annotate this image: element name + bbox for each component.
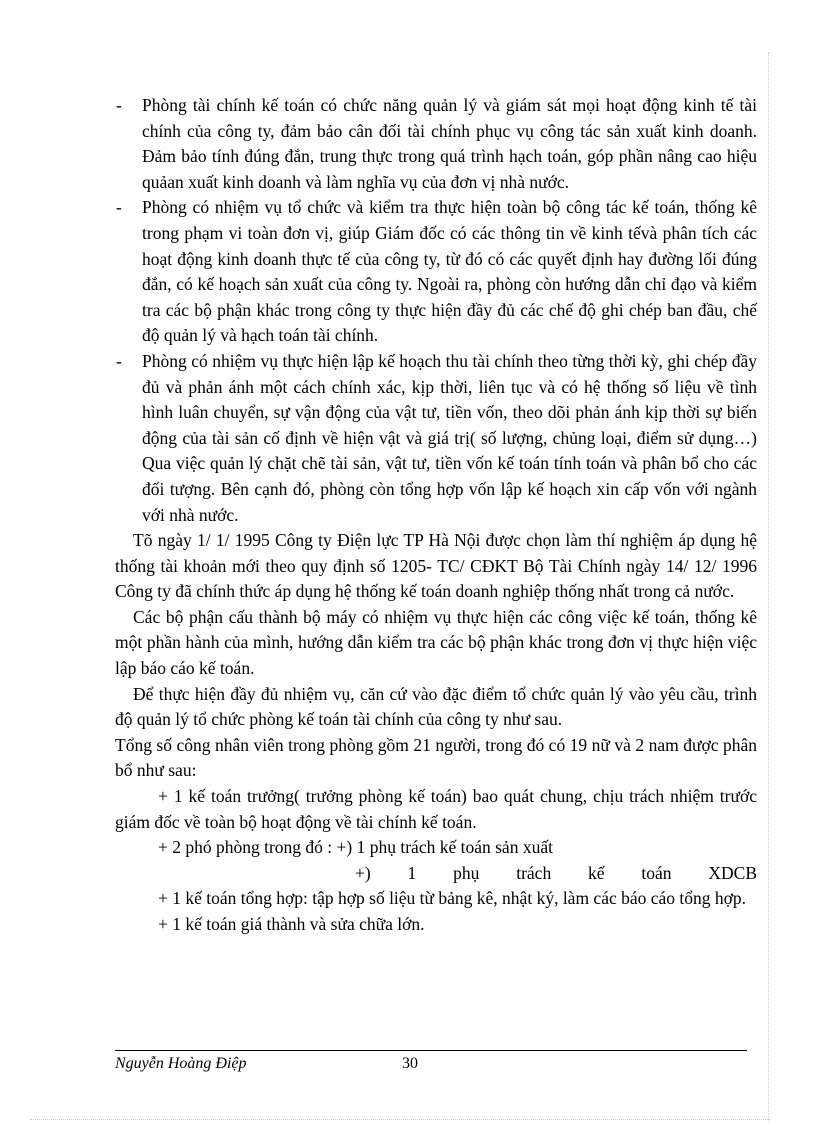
bullet-marker: -: [116, 197, 122, 218]
paragraph-tasks: Để thực hiện đầy đủ nhiệm vụ, căn cứ vào đặc điểm tổ chức quản lý vào yêu cầu, trình độ quản lý tổ chức phòng kế toán tài chính của công ty như sau.: [115, 683, 757, 730]
page-number: 30: [402, 1055, 418, 1072]
bullet-text: Phòng tài chính kế toán có chức năng quản lý và giám sát mọi hoạt động kinh tế tài chính của công ty, đảm bảo cân đối tài chính phục vụ công tác sản xuất kinh doanh. Đảm bảo tính đúng đắn, trung thực trong quá trình hạch toán, góp phần nâng cao hiệu quảan xuất kinh doanh và làm nghĩa vụ của đơn vị nhà nước.: [142, 95, 757, 192]
paragraph-structure: Các bộ phận cấu thành bộ máy có nhiệm vụ thực hiện các công việc kế toán, thống kê một phần hành của mình, hướng dẫn kiểm tra các bộ phận khác trong đơn vị thực hiện việc lập báo cáo kế toán.: [115, 606, 757, 679]
staff-item-deputies-second: +) 1 phụ trách kế toán XDCB: [355, 862, 757, 883]
staff-item-chief-accountant: + 1 kế toán trưởng( trưởng phòng kế toán) bao quát chung, chịu trách nhiệm trước giám đốc về toàn bộ hoạt động về tài chính kế toán.: [115, 786, 757, 832]
bullet-item-1: [115, 93, 757, 195]
staff-item-deputies: + 2 phó phòng trong đó : +) 1 phụ trách kế toán sản xuất: [158, 837, 553, 858]
bullet-marker: -: [116, 95, 122, 115]
body-content: [115, 93, 757, 938]
bullet-marker: -: [116, 350, 122, 371]
page-border-bottom: [30, 1119, 770, 1120]
bullet-item-3: [115, 349, 757, 528]
bullet-text: Phòng có nhiệm vụ thực hiện lập kế hoạch thu tài chính theo từng thời kỳ, ghi chép đầy đủ và phản ánh một cách chính xác, kịp thời, liên tục và có hệ thống số liệu về tình hình luân chuyển, sự vận động của vật tư, tiền vốn, theo dõi phản ánh kịp thời sự biến động của tài sản cố định về hiện vật và giá trị( số lượng, chủng loại, điểm sử dụng…) Qua việc quản lý chặt chẽ tài sản, vật tư, tiền vốn kế toán tính toán và phân bổ cho các đối tượng. Bên cạnh đó, phòng còn tổng hợp vốn lập kế hoạch xin cấp vốn với ngành với nhà nước.: [142, 350, 757, 525]
bullet-text: Phòng có nhiệm vụ tổ chức và kiểm tra thực hiện toàn bộ công tác kế toán, thống kê trong phạm vi toàn đơn vị, giúp Giám đốc có các thông tin về kinh tếvà phân tích các hoạt động kinh doanh thực tế của công ty, từ đó có các quyết định hay đường lối đúng đắn, có kế hoạch sản xuất của công ty. Ngoài ra, phòng còn hướng dẫn chỉ đạo và kiểm tra các bộ phận khác trong công ty thực hiện đầy đủ các chế độ ghi chép ban đầu, chế độ quản lý và hạch toán tài chính.: [142, 197, 757, 346]
paragraph-adoption: Tõ ngày 1/ 1/ 1995 Công ty Điện lực TP Hà Nội được chọn làm thí nghiệm áp dụng hệ thống tài khoản mới theo quy định số 1205- TC/ CĐKT Bộ Tài Chính ngày 14/ 12/ 1996 Công ty đã chính thức áp dụng hệ thống kế toán doanh nghiệp thống nhất trong cả nước.: [115, 530, 757, 602]
page-border-right: [768, 52, 769, 1122]
paragraph-staff-count: Tổng số công nhân viên trong phòng gồm 21 người, trong đó có 19 nữ và 2 nam được phân bổ như sau:: [115, 734, 757, 781]
footer-author: Nguyễn Hoàng Điệp: [115, 1055, 247, 1072]
staff-item-general-accountant: + 1 kế toán tổng hợp: tập hợp số liệu từ bảng kê, nhật ký, làm các báo cáo tổng hợp.: [158, 888, 747, 909]
bullet-item-2: [115, 195, 757, 349]
staff-item-cost-accountant: + 1 kế toán giá thành và sửa chữa lớn.: [158, 914, 425, 934]
footer-divider: [115, 1050, 747, 1051]
